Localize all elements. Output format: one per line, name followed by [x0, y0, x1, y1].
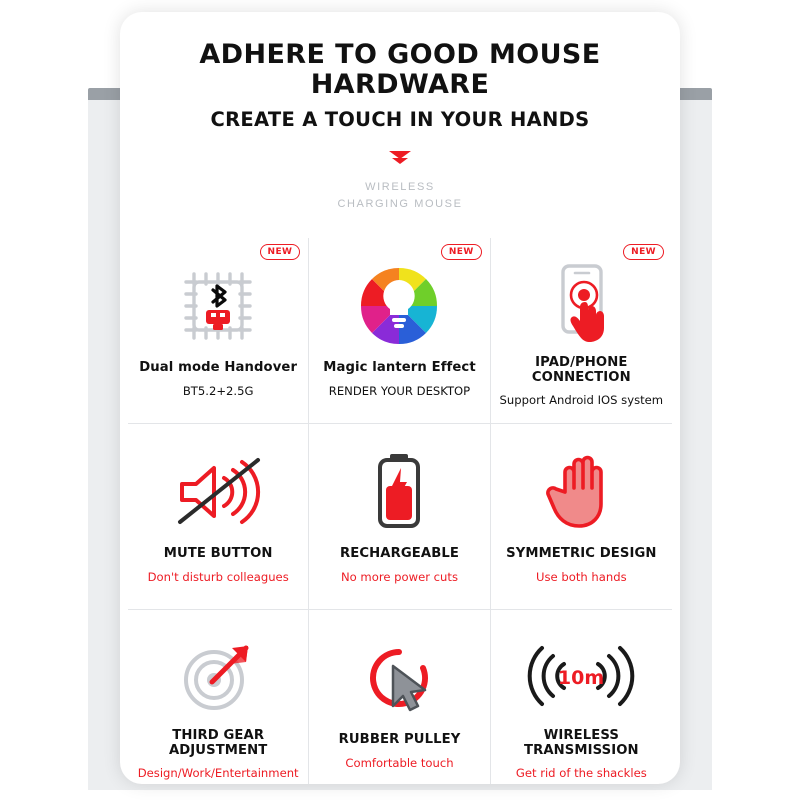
feature-title: WIRELESS TRANSMISSION	[523, 727, 639, 758]
feature-item	[491, 424, 672, 610]
wireless-caption-line2: CHARGING MOUSE	[337, 197, 463, 210]
feature-subtitle: Design/Work/Entertainment	[137, 766, 299, 781]
wireless-caption-line1: WIRELESS	[365, 181, 435, 194]
feature-subtitle: RENDER YOUR DESKTOP	[328, 383, 471, 398]
feature-item	[309, 610, 490, 784]
feature-title: MUTE BUTTON	[163, 546, 273, 562]
feature-title: Magic lantern Effect	[323, 360, 476, 376]
wireless-caption	[120, 179, 680, 212]
feature-item	[309, 424, 490, 610]
feature-subtitle: Comfortable touch	[345, 755, 454, 770]
feature-subtitle: Use both hands	[536, 569, 627, 584]
wireless-signal-10m-icon	[497, 626, 666, 725]
feature-item	[128, 610, 309, 784]
feature-subtitle: Support Android IOS system	[499, 393, 664, 408]
status-badge: NEW	[441, 244, 482, 260]
feature-item	[309, 238, 490, 424]
feature-subtitle: Don't disturb colleagues	[147, 569, 289, 584]
bluetooth-chip-icon	[134, 254, 302, 358]
feature-title: THIRD GEAR ADJUSTMENT	[168, 727, 268, 758]
feature-item	[128, 238, 309, 424]
svg-text:10m: 10m	[558, 667, 605, 690]
feature-title: Dual mode Handover	[139, 360, 298, 376]
battery-charge-icon	[315, 440, 483, 544]
page-subtitle: CREATE A TOUCH IN YOUR HANDS	[210, 108, 590, 132]
feature-subtitle: Get rid of the shackles	[515, 766, 647, 781]
target-arrow-icon	[134, 626, 302, 725]
feature-item	[128, 424, 309, 610]
phone-touch-icon	[497, 254, 666, 352]
feature-item	[491, 238, 672, 424]
feature-title: SYMMETRIC DESIGN	[506, 546, 657, 562]
feature-title: RUBBER PULLEY	[338, 732, 461, 748]
feature-item	[491, 610, 672, 784]
feature-grid	[120, 238, 680, 784]
feature-title: RECHARGEABLE	[340, 546, 459, 562]
chevron-down-icon	[120, 151, 680, 163]
feature-card	[120, 12, 680, 784]
cursor-click-icon	[315, 626, 483, 730]
mute-speaker-icon	[134, 440, 302, 544]
status-badge: NEW	[623, 244, 664, 260]
hand-symmetric-icon	[497, 440, 666, 544]
feature-title: IPAD/PHONE CONNECTION	[531, 354, 631, 385]
feature-subtitle: BT5.2+2.5G	[182, 383, 254, 398]
page-title: ADHERE TO GOOD MOUSE HARDWARE	[199, 39, 601, 101]
feature-subtitle: No more power cuts	[340, 569, 458, 584]
poster-header	[120, 12, 680, 212]
status-badge: NEW	[260, 244, 301, 260]
rgb-color-wheel-bulb-icon	[315, 254, 483, 358]
